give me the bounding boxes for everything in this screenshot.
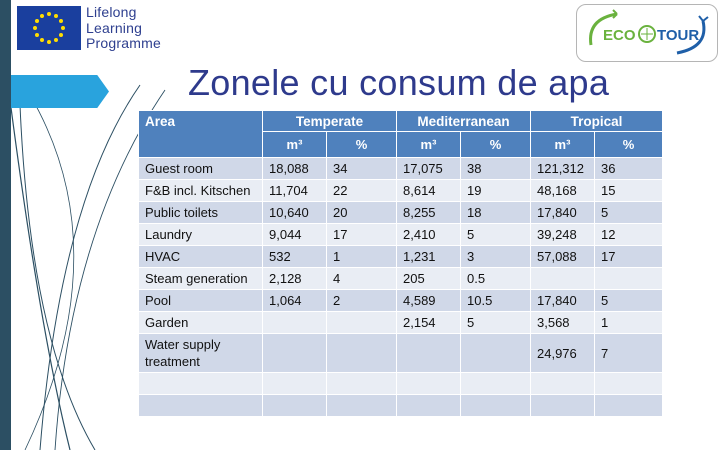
volume-cell: 532 xyxy=(263,246,327,268)
volume-cell: 1,064 xyxy=(263,290,327,312)
volume-cell: 17,840 xyxy=(531,290,595,312)
arrow-shape xyxy=(11,75,109,108)
percent-cell: 7 xyxy=(595,334,663,373)
percent-cell xyxy=(461,334,531,373)
lifelong-learning-logo xyxy=(17,5,177,55)
eu-flag-icon xyxy=(17,6,81,50)
percent-cell: 34 xyxy=(327,158,397,180)
volume-cell xyxy=(531,373,595,395)
area-cell xyxy=(139,395,263,417)
area-cell: Laundry xyxy=(139,224,263,246)
volume-cell xyxy=(397,334,461,373)
sub-header: m³ xyxy=(397,132,461,158)
area-cell: Garden xyxy=(139,312,263,334)
percent-cell: 1 xyxy=(327,246,397,268)
area-cell: Public toilets xyxy=(139,202,263,224)
percent-cell xyxy=(461,373,531,395)
area-cell: HVAC xyxy=(139,246,263,268)
table-row xyxy=(139,334,663,373)
area-cell: F&B incl. Kitschen xyxy=(139,180,263,202)
percent-cell xyxy=(327,373,397,395)
sub-header: m³ xyxy=(531,132,595,158)
percent-cell xyxy=(595,373,663,395)
table-row xyxy=(139,180,663,202)
eco-tour-logo xyxy=(576,4,718,62)
percent-cell xyxy=(595,268,663,290)
eco-text: ECO xyxy=(603,27,636,44)
percent-cell xyxy=(327,334,397,373)
percent-cell: 12 xyxy=(595,224,663,246)
llp-wordmark: Lifelong Learning Programme xyxy=(86,4,161,51)
volume-cell: 39,248 xyxy=(531,224,595,246)
percent-cell: 1 xyxy=(595,312,663,334)
sub-header: % xyxy=(327,132,397,158)
volume-cell: 1,231 xyxy=(397,246,461,268)
volume-cell: 2,410 xyxy=(397,224,461,246)
percent-cell: 5 xyxy=(595,202,663,224)
percent-cell: 38 xyxy=(461,158,531,180)
volume-cell: 10,640 xyxy=(263,202,327,224)
area-cell: Pool xyxy=(139,290,263,312)
volume-cell xyxy=(397,395,461,417)
volume-cell: 8,614 xyxy=(397,180,461,202)
area-header: Area xyxy=(139,111,263,158)
volume-cell xyxy=(263,334,327,373)
percent-cell: 22 xyxy=(327,180,397,202)
table-row xyxy=(139,202,663,224)
volume-cell: 9,044 xyxy=(263,224,327,246)
group-header-temperate: Temperate xyxy=(263,111,397,132)
volume-cell: 3,568 xyxy=(531,312,595,334)
table-row xyxy=(139,268,663,290)
volume-cell xyxy=(263,395,327,417)
table-row xyxy=(139,373,663,395)
area-cell: Water supply treatment xyxy=(139,334,263,373)
percent-cell: 18 xyxy=(461,202,531,224)
sub-header: % xyxy=(595,132,663,158)
volume-cell: 205 xyxy=(397,268,461,290)
percent-cell: 20 xyxy=(327,202,397,224)
table-row xyxy=(139,312,663,334)
volume-cell: 18,088 xyxy=(263,158,327,180)
area-cell: Steam generation xyxy=(139,268,263,290)
percent-cell: 10.5 xyxy=(461,290,531,312)
volume-cell: 57,088 xyxy=(531,246,595,268)
tour-text: TOUR xyxy=(657,27,700,44)
percent-cell: 19 xyxy=(461,180,531,202)
table-row xyxy=(139,158,663,180)
volume-cell xyxy=(263,373,327,395)
percent-cell: 4 xyxy=(327,268,397,290)
group-header-mediterranean: Mediterranean xyxy=(397,111,531,132)
percent-cell xyxy=(595,395,663,417)
volume-cell: 11,704 xyxy=(263,180,327,202)
table-row xyxy=(139,290,663,312)
percent-cell: 5 xyxy=(595,290,663,312)
percent-cell xyxy=(461,395,531,417)
volume-cell: 2,154 xyxy=(397,312,461,334)
volume-cell: 121,312 xyxy=(531,158,595,180)
volume-cell xyxy=(531,395,595,417)
volume-cell: 17,075 xyxy=(397,158,461,180)
volume-cell: 8,255 xyxy=(397,202,461,224)
percent-cell xyxy=(327,312,397,334)
water-consumption-table xyxy=(138,110,663,417)
group-header-tropical: Tropical xyxy=(531,111,663,132)
volume-cell: 24,976 xyxy=(531,334,595,373)
volume-cell xyxy=(397,373,461,395)
percent-cell: 15 xyxy=(595,180,663,202)
table-row xyxy=(139,395,663,417)
volume-cell: 4,589 xyxy=(397,290,461,312)
table-body xyxy=(139,158,663,417)
area-cell xyxy=(139,373,263,395)
percent-cell: 17 xyxy=(327,224,397,246)
volume-cell xyxy=(531,268,595,290)
sub-header: m³ xyxy=(263,132,327,158)
volume-cell: 17,840 xyxy=(531,202,595,224)
volume-cell: 48,168 xyxy=(531,180,595,202)
table-row xyxy=(139,224,663,246)
percent-cell: 17 xyxy=(595,246,663,268)
percent-cell: 5 xyxy=(461,312,531,334)
page-title: Zonele cu consum de apa xyxy=(188,62,610,103)
percent-cell xyxy=(327,395,397,417)
percent-cell: 3 xyxy=(461,246,531,268)
volume-cell: 2,128 xyxy=(263,268,327,290)
volume-cell xyxy=(263,312,327,334)
percent-cell: 5 xyxy=(461,224,531,246)
percent-cell: 2 xyxy=(327,290,397,312)
percent-cell: 36 xyxy=(595,158,663,180)
area-cell: Guest room xyxy=(139,158,263,180)
percent-cell: 0.5 xyxy=(461,268,531,290)
table-row xyxy=(139,246,663,268)
sub-header: % xyxy=(461,132,531,158)
